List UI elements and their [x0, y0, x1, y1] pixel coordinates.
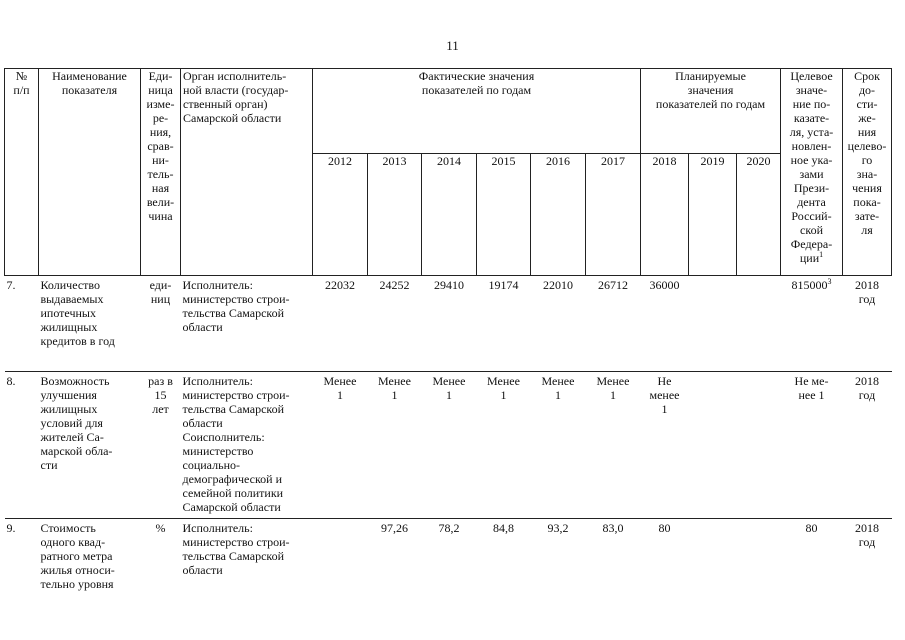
- row-actual-value: Менее 1: [477, 372, 531, 519]
- table-row: [5, 276, 892, 372]
- row-unit: еди- ниц: [141, 276, 181, 372]
- row-name: Количество выдаваемых ипотечных жилищных кредитов в год: [39, 276, 141, 372]
- row-actual-value: 93,2: [531, 519, 586, 611]
- row-planned-value: [737, 519, 781, 611]
- row-authority: Исполнитель: министерство строи- тельства Самарской области: [181, 519, 313, 611]
- row-num: 9.: [5, 519, 39, 611]
- row-deadline: 2018 год: [843, 372, 892, 519]
- row-actual-value: 22032: [313, 276, 368, 372]
- row-actual-value: Менее 1: [422, 372, 477, 519]
- header-name: Наименование показателя: [39, 69, 141, 276]
- row-target-value: 80: [805, 521, 818, 535]
- row-planned-value: [689, 276, 737, 372]
- row-actual-value: 78,2: [422, 519, 477, 611]
- row-planned-value: [689, 372, 737, 519]
- row-actual-value: Менее 1: [586, 372, 641, 519]
- row-actual-value: 84,8: [477, 519, 531, 611]
- page-number: 11: [446, 38, 459, 53]
- row-actual-value: 83,0: [586, 519, 641, 611]
- row-unit: раз в 15 лет: [141, 372, 181, 519]
- year-planned-1: 2019: [689, 154, 737, 276]
- row-planned-value: Не менее 1: [641, 372, 689, 519]
- row-target: [781, 519, 843, 611]
- row-num: 8.: [5, 372, 39, 519]
- row-authority: Исполнитель: министерство строи- тельства Самарской области: [181, 276, 313, 372]
- year-actual-2: 2014: [422, 154, 477, 276]
- row-planned-value: [737, 276, 781, 372]
- year-actual-3: 2015: [477, 154, 531, 276]
- row-planned-value: [689, 519, 737, 611]
- header-planned: Планируемые значения показателей по годам: [641, 69, 781, 154]
- header-target-text: Целевое значе- ние по- казате- ля, уста- новлен- ное ука- зами Прези- дента Россий- ской Федера- ции: [789, 69, 834, 265]
- row-name: Стоимость одного квад- ратного метра жилья относи- тельно уровня: [39, 519, 141, 611]
- row-deadline: 2018 год: [843, 519, 892, 611]
- row-target: [781, 372, 843, 519]
- header-num: № п/п: [5, 69, 39, 276]
- header-target: [781, 69, 843, 276]
- row-actual-value: 22010: [531, 276, 586, 372]
- row-actual-value: [313, 519, 368, 611]
- year-actual-0: 2012: [313, 154, 368, 276]
- row-actual-value: Менее 1: [368, 372, 422, 519]
- header-actual: Фактические значения показателей по годам: [313, 69, 641, 154]
- row-target-value: 815000: [791, 278, 828, 292]
- row-actual-value: 26712: [586, 276, 641, 372]
- row-planned-value: 80: [641, 519, 689, 611]
- table-row: [5, 519, 892, 611]
- row-deadline: 2018 год: [843, 276, 892, 372]
- header-deadline: Срок до- сти- же- ния целево- го зна- чения пока- зате- ля: [843, 69, 892, 276]
- year-planned-2: 2020: [737, 154, 781, 276]
- row-actual-value: 97,26: [368, 519, 422, 611]
- row-authority: Исполнитель: министерство строи- тельства Самарской области Соисполнитель: министерство социально- демографической и семейной политики Самарской области: [181, 372, 313, 519]
- indicators-table: [4, 68, 892, 611]
- row-actual-value: 24252: [368, 276, 422, 372]
- row-num: 7.: [5, 276, 39, 372]
- row-target-value: Не ме- нее 1: [794, 374, 829, 402]
- row-target: [781, 276, 843, 372]
- row-target-footnote: 3: [827, 277, 832, 286]
- year-actual-5: 2017: [586, 154, 641, 276]
- year-actual-1: 2013: [368, 154, 422, 276]
- table-row: [5, 372, 892, 519]
- row-actual-value: 29410: [422, 276, 477, 372]
- row-planned-value: [737, 372, 781, 519]
- row-actual-value: Менее 1: [313, 372, 368, 519]
- row-actual-value: 19174: [477, 276, 531, 372]
- header-authority: Орган исполнитель- ной власти (государ- ственный орган) Самарской области: [181, 69, 313, 276]
- year-planned-0: 2018: [641, 154, 689, 276]
- row-actual-value: Менее 1: [531, 372, 586, 519]
- header-target-footnote: 1: [819, 250, 824, 259]
- row-planned-value: 36000: [641, 276, 689, 372]
- row-name: Возможность улучшения жилищных условий для жителей Са- марской обла- сти: [39, 372, 141, 519]
- header-unit: Еди- ница изме- ре- ния, срав- ни- тель- ная вели- чина: [141, 69, 181, 276]
- year-actual-4: 2016: [531, 154, 586, 276]
- row-unit: %: [141, 519, 181, 611]
